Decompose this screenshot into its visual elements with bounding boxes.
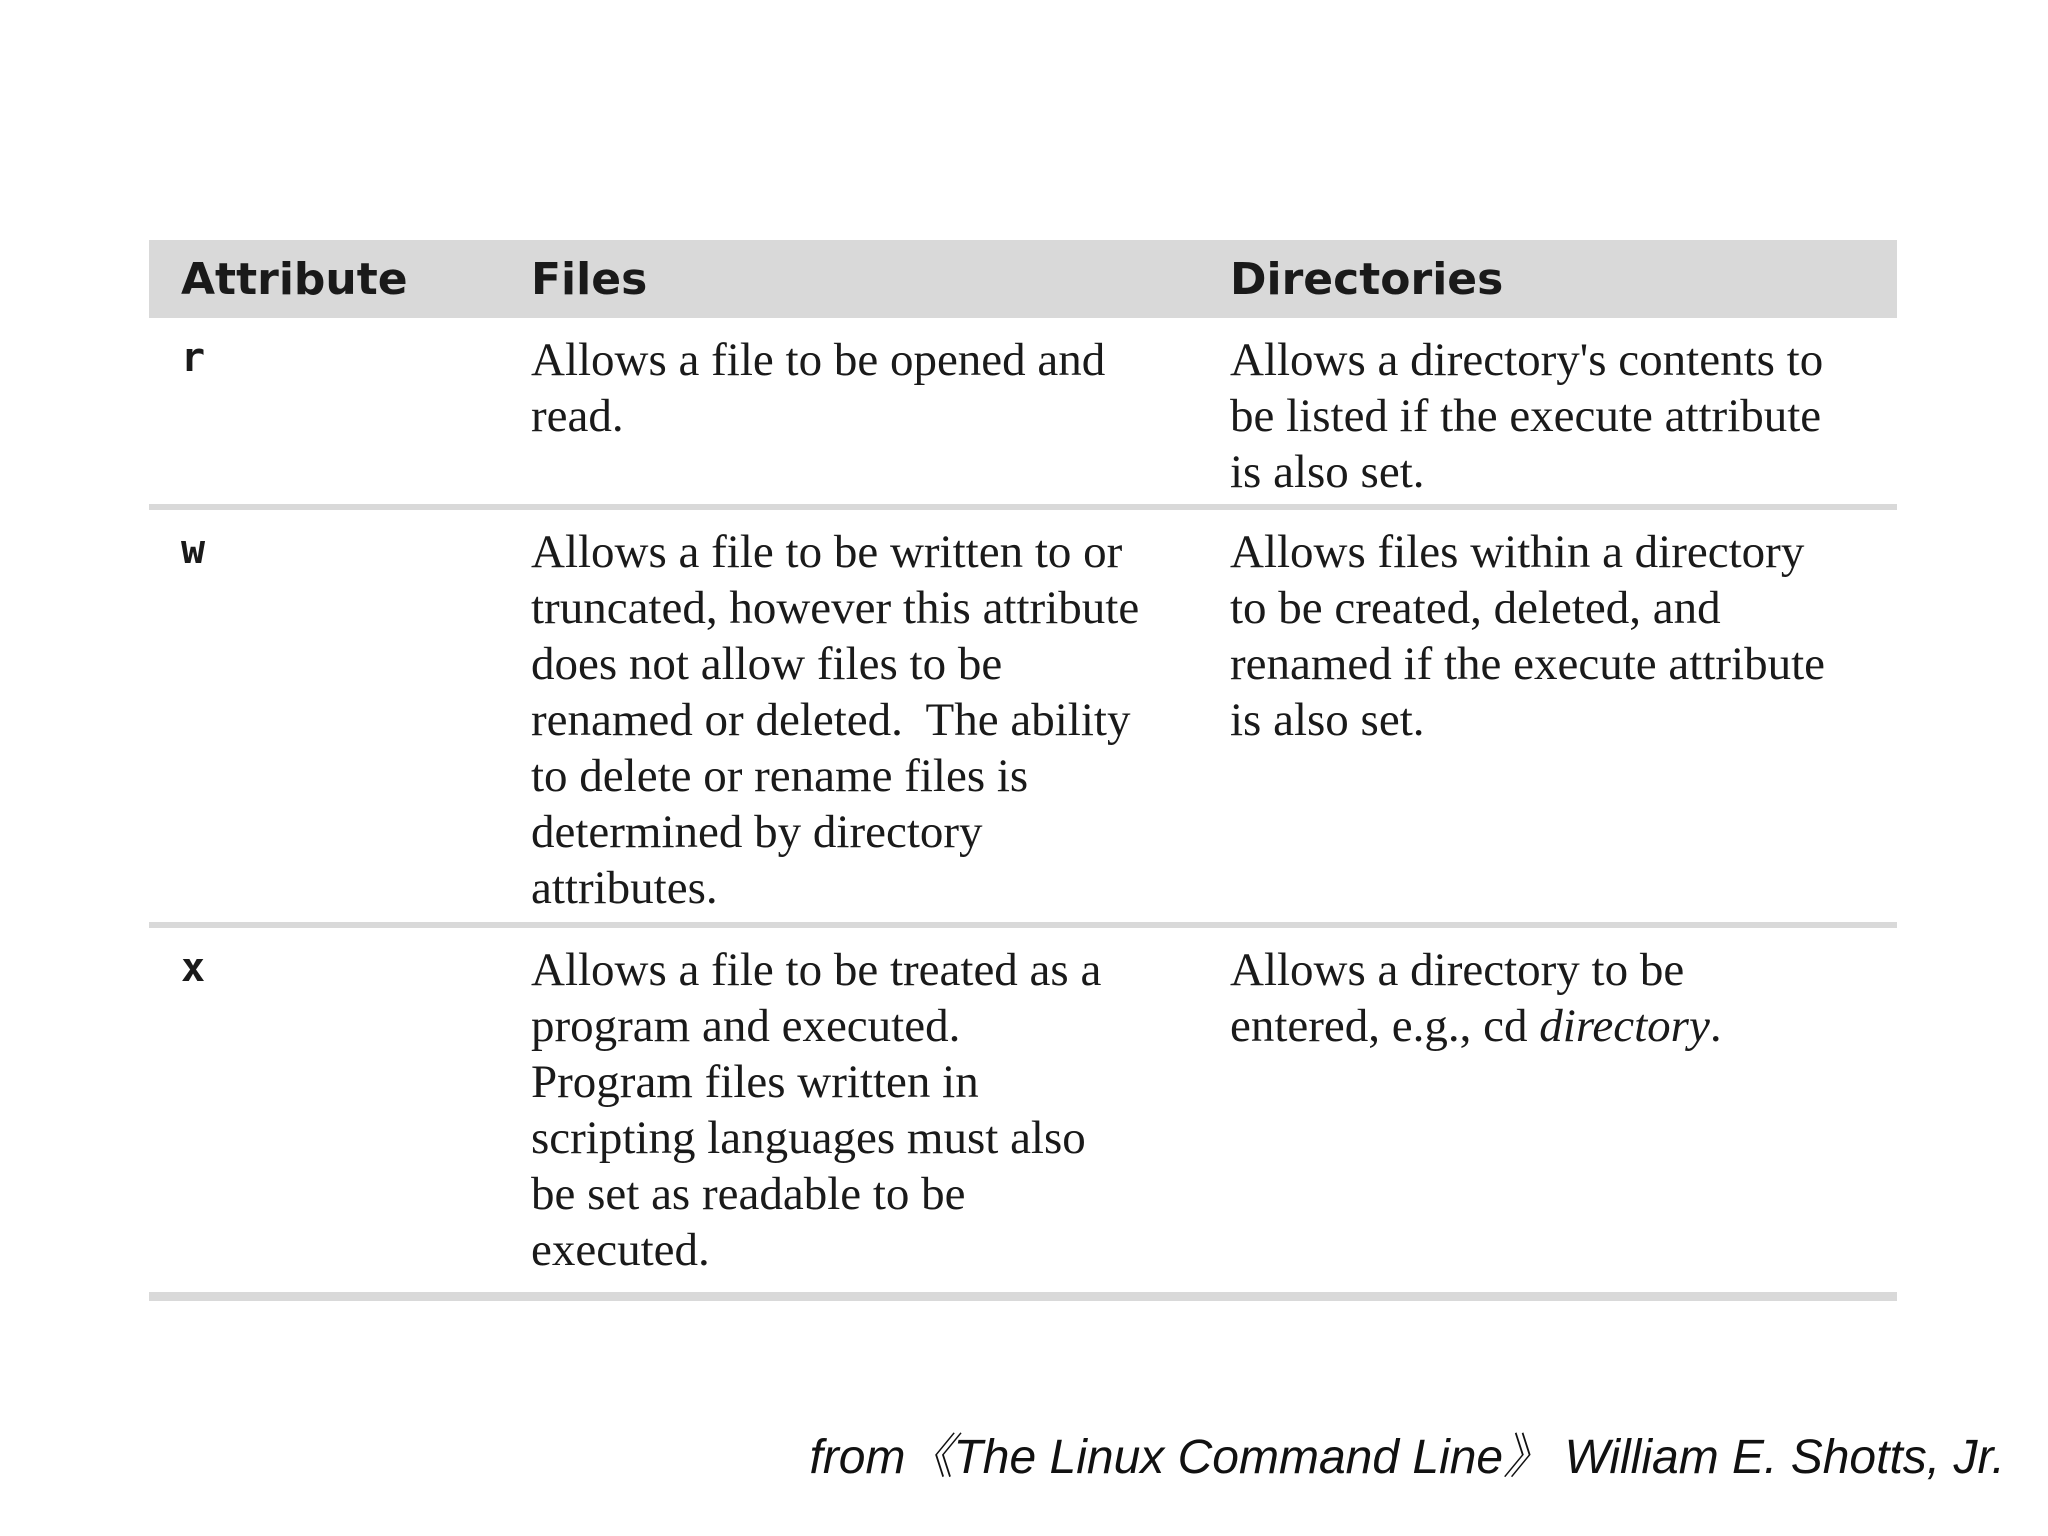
directories-line: renamed if the execute attribute (1230, 638, 1826, 690)
files-line: renamed or deleted. The ability (531, 694, 1131, 746)
directories-cell (1230, 942, 1722, 1054)
source-citation: from《The Linux Command Line》 William E. Shotts, Jr. (809, 1431, 2005, 1484)
directories-line: Allows a directory to be (1230, 944, 1685, 996)
files-line: truncated, however this attribute (531, 582, 1140, 634)
files-line: Allows a file to be opened and (531, 334, 1106, 386)
table-row-r (149, 318, 1897, 510)
files-line: scripting languages must also (531, 1112, 1086, 1164)
files-line: does not allow files to be (531, 638, 1003, 690)
files-line: Allows a file to be written to or (531, 526, 1123, 578)
header-directories: Directories (1230, 254, 1504, 305)
files-cell (531, 524, 1139, 916)
attribute-cell: r (181, 335, 206, 381)
directories-text: entered, e.g., cd (1230, 1000, 1540, 1052)
directories-line: be listed if the execute attribute (1230, 390, 1822, 442)
table-row-w (149, 510, 1897, 928)
directories-line (1230, 998, 1722, 1054)
files-line: to delete or rename files is (531, 750, 1029, 802)
directories-line: is also set. (1230, 694, 1425, 746)
files-line: executed. (531, 1224, 710, 1276)
directories-cell (1230, 524, 1825, 748)
directory-italic-word: directory (1539, 1000, 1710, 1052)
directories-text: . (1709, 1000, 1722, 1052)
header-attribute: Attribute (181, 254, 408, 305)
files-line: attributes. (531, 862, 718, 914)
files-line: read. (531, 390, 624, 442)
attribute-cell: w (181, 527, 206, 573)
files-cell (531, 332, 1105, 444)
directories-cell (1230, 332, 1823, 500)
directories-line: Allows a directory's contents to (1230, 334, 1824, 386)
files-line: Allows a file to be treated as a (531, 944, 1102, 996)
header-files: Files (531, 254, 648, 305)
attribute-cell: x (181, 945, 206, 991)
files-line: be set as readable to be (531, 1168, 966, 1220)
files-line: determined by directory (531, 806, 983, 858)
directories-line: Allows files within a directory (1230, 526, 1805, 578)
directories-line: is also set. (1230, 446, 1425, 498)
permissions-table (149, 240, 1897, 1301)
files-line: Program files written in (531, 1056, 979, 1108)
table-header (149, 240, 1897, 318)
directories-line: to be created, deleted, and (1230, 582, 1721, 634)
files-line: program and executed. (531, 1000, 961, 1052)
table-row-x (149, 928, 1897, 1301)
files-cell (531, 942, 1101, 1278)
